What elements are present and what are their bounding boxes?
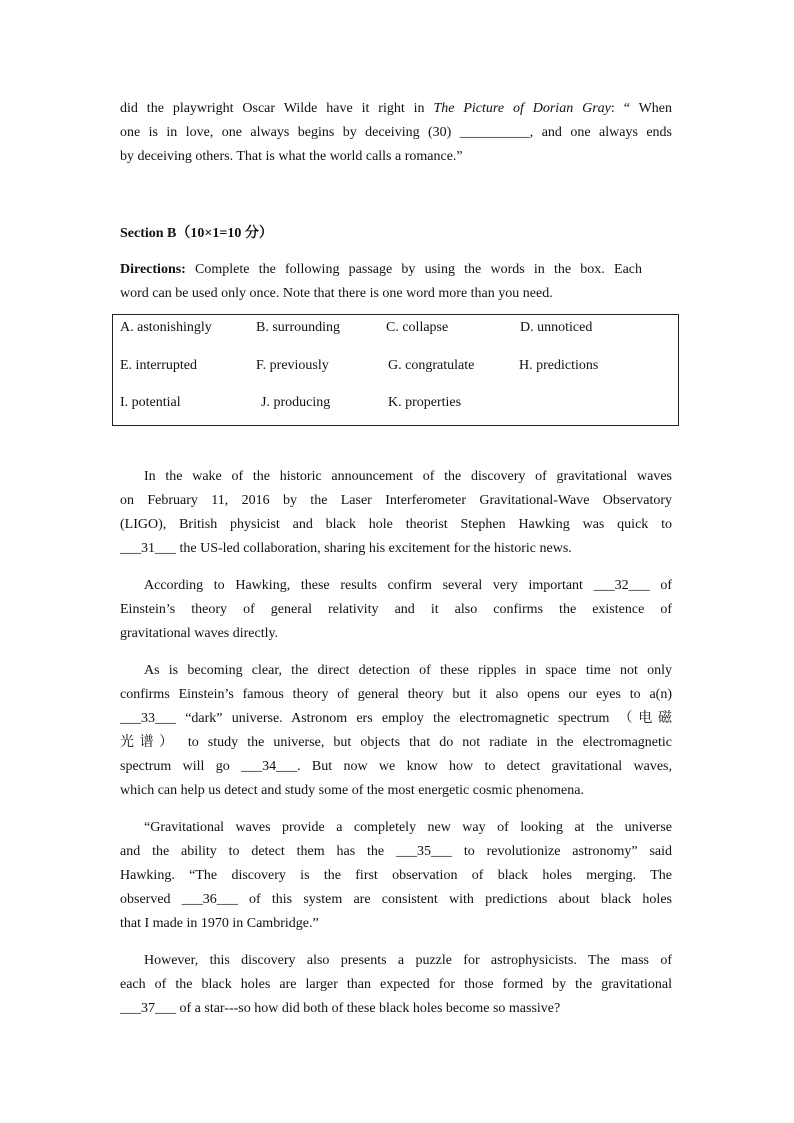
intro-line-3: by deceiving others. That is what the world calls a romance.” xyxy=(120,149,463,164)
directions-text-1: Complete the following passage by using the words in the box. Each xyxy=(185,262,642,277)
section-b-heading: Section B（10×1=10 分） xyxy=(120,226,273,241)
p2-line-1: According to Hawking, these results confirm several very important ___32___ of xyxy=(144,578,672,593)
passage-paragraph-3 xyxy=(120,659,672,803)
option-k: K. properties xyxy=(388,395,462,410)
option-d: D. unnoticed xyxy=(520,320,593,335)
option-f: F. previously xyxy=(256,358,329,373)
intro-paragraph xyxy=(120,97,672,169)
intro-line-2: one is in love, one always begins by deceiving (30) __________, and one always ends xyxy=(120,125,672,140)
directions-line-1 xyxy=(120,258,642,282)
option-c: C. collapse xyxy=(386,320,449,335)
p4-line-1: “Gravitational waves provide a completely new way of looking at the universe xyxy=(144,820,672,835)
option-j: J. producing xyxy=(261,395,331,410)
p1-line-4: ___31___ the US-led collaboration, sharing his excitement for the historic news. xyxy=(120,541,572,556)
directions xyxy=(120,258,642,306)
intro-line-1-start: did the playwright Oscar Wilde have it right in xyxy=(120,101,434,116)
passage-paragraph-1 xyxy=(120,465,672,561)
p3-line-2: confirms Einstein’s famous theory of general theory but it also opens our eyes to a(n) xyxy=(120,687,672,702)
p4-line-4: observed ___36___ of this system are consistent with predictions about black holes xyxy=(120,892,672,907)
intro-line-1-end: : “ When xyxy=(610,101,672,116)
p3-line-3: ___33___ “dark” universe. Astronom ers employ the electromagnetic spectrum （电磁 xyxy=(120,711,672,726)
p5-line-1: However, this discovery also presents a puzzle for astrophysicists. The mass of xyxy=(144,953,672,968)
p4-line-2: and the ability to detect them has the ___35___ to revolutionize astronomy” said xyxy=(120,844,672,859)
p5-line-2: each of the black holes are larger than expected for those formed by the gravitational xyxy=(120,977,672,992)
directions-line-2: word can be used only once. Note that there is one word more than you need. xyxy=(120,286,553,301)
option-g: G. congratulate xyxy=(388,358,475,373)
passage-paragraph-5 xyxy=(120,949,672,1021)
p3-line-5: spectrum will go ___34___. But now we know how to detect gravitational waves, xyxy=(120,759,672,774)
p2-line-2: Einstein’s theory of general relativity and it also confirms the existence of xyxy=(120,602,672,617)
book-title: The Picture of Dorian Gray xyxy=(433,101,611,116)
p4-line-5: that I made in 1970 in Cambridge.” xyxy=(120,916,319,931)
option-b: B. surrounding xyxy=(256,320,340,335)
p1-line-1: In the wake of the historic announcement of the discovery of gravitational waves xyxy=(144,469,672,484)
p1-line-3: (LIGO), British physicist and black hole theorist Stephen Hawking was quick to xyxy=(120,517,672,532)
p4-line-3: Hawking. “The discovery is the first observation of black holes merging. The xyxy=(120,868,672,883)
p3-line-1: As is becoming clear, the direct detection of these ripples in space time not only xyxy=(144,663,672,678)
directions-label: Directions: xyxy=(120,262,186,277)
option-h: H. predictions xyxy=(519,358,599,373)
p3-line-6: which can help us detect and study some of the most energetic cosmic phenomena. xyxy=(120,783,584,798)
p1-line-2: on February 11, 2016 by the Laser Interferometer Gravitational-Wave Observatory xyxy=(120,493,672,508)
option-i: I. potential xyxy=(120,395,181,410)
p5-line-3: ___37___ of a star---so how did both of these black holes become so massive? xyxy=(120,1001,561,1016)
option-e: E. interrupted xyxy=(120,358,197,373)
word-box xyxy=(112,314,679,426)
passage-paragraph-2 xyxy=(120,574,672,646)
intro-line-1 xyxy=(120,97,672,121)
p2-line-3: gravitational waves directly. xyxy=(120,626,279,641)
p3-line-4: 光谱） to study the universe, but objects that do not radiate in the electromagnetic xyxy=(120,735,672,750)
passage-paragraph-4 xyxy=(120,816,672,936)
option-a: A. astonishingly xyxy=(120,320,212,335)
